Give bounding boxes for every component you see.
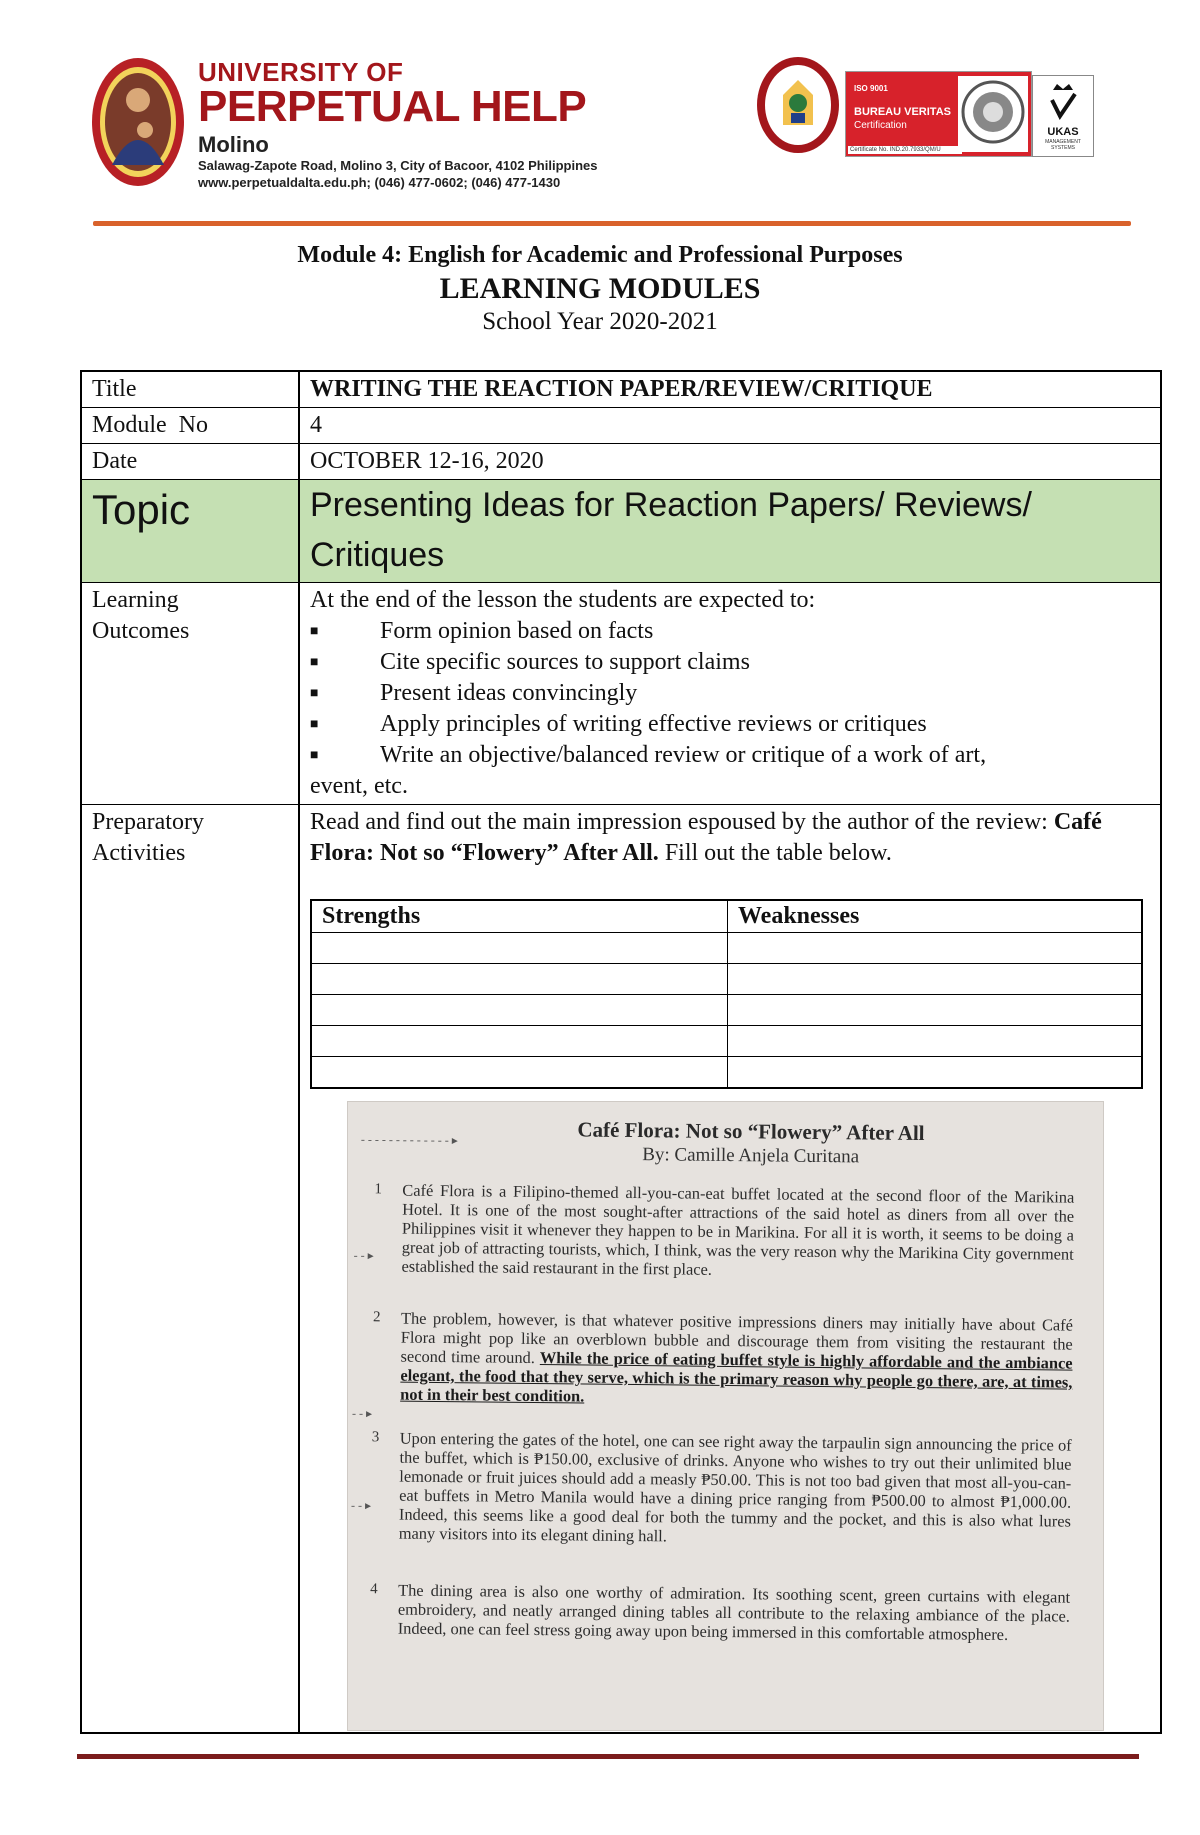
preparatory-label-line2: Activities — [92, 840, 186, 866]
table-row — [311, 995, 1142, 1026]
module-title: Module 4: English for Academic and Professional Purposes — [297, 242, 903, 268]
list-item — [310, 616, 1150, 647]
strengths-weaknesses-table — [310, 899, 1143, 1089]
senior-high-school-seal-icon — [755, 55, 841, 155]
university-line1: UNIVERSITY OF — [198, 57, 404, 87]
preparatory-instructions — [310, 807, 1150, 869]
bullet-icon: ■ — [310, 748, 319, 763]
outcome-text: Write an objective/balanced review or critique of a work of art, — [380, 742, 987, 768]
preparatory-label-line1: Preparatory — [92, 809, 204, 835]
strength-cell[interactable] — [311, 1026, 728, 1057]
paragraph-text: The dining area is also one worthy of admiration. Its soothing scent, green curtains with elegant embroidery, and neatly arranged dining tables all contribute to the relaxing ambiance of the place. Indeed, one can feel stress going away upon being immersed in this comfortable atmosphere. — [397, 1580, 1071, 1644]
instructions-text: Read and find out the main impression espoused by the author of the review: — [310, 809, 1048, 835]
university-line2: PERPETUAL HELP — [198, 82, 587, 131]
topic-row — [82, 479, 1160, 582]
table-header-row — [311, 900, 1142, 933]
learning-modules-heading: LEARNING MODULES — [439, 272, 761, 305]
outcomes-tail: event, etc. — [310, 773, 408, 799]
bureau-veritas-label: BUREAU VERITAS — [854, 106, 951, 118]
strength-cell[interactable] — [311, 964, 728, 995]
university-seal-icon — [90, 55, 186, 190]
paragraph-text: Café Flora is a Filipino-themed all-you-can-eat buffet located at the second floor of the Marikina Hotel. It is one of the most sought-after attractions of the said hotel as diners from all over the Philippines visit it whenever they happen to be in Marikina. For all it is worth, it seems to be doing a great job of attracting tourists, which, I think, was the very reason why the Marikina City government established the said restaurant in the first place. — [401, 1180, 1075, 1279]
preparatory-activities-label — [82, 805, 300, 1732]
table-row — [311, 1026, 1142, 1057]
weakness-cell[interactable] — [728, 1057, 1143, 1089]
outcome-text: Apply principles of writing effective reviews or critiques — [380, 711, 927, 737]
arrow-icon: - - ▸ — [351, 1406, 373, 1421]
outcome-text: Cite specific sources to support claims — [380, 649, 750, 675]
weakness-cell[interactable] — [728, 933, 1143, 964]
paragraph-number: 2 — [372, 1309, 381, 1326]
arrow-icon: - - ▸ — [353, 1248, 374, 1263]
bullet-icon: ■ — [310, 624, 319, 639]
university-name-block — [198, 59, 597, 191]
learning-outcomes-row — [82, 582, 1160, 804]
learning-outcomes-label-line2: Outcomes — [92, 618, 190, 644]
learning-outcomes-content — [300, 583, 1160, 804]
bullet-icon: ■ — [310, 655, 319, 670]
certification-label: Certification — [854, 120, 907, 131]
paragraph-text-underlined: While the price of eating buffet style is highly affordable and the ambiance elegant, the food that they serve, which is the primary reason why people go there, are, at times, not in their best condition. — [400, 1348, 1073, 1406]
strength-cell[interactable] — [311, 1057, 728, 1089]
title-row — [82, 372, 1160, 407]
article-paragraph-4 — [370, 1580, 1071, 1644]
instructions-text-end: Fill out the table below. — [664, 840, 892, 866]
topic-label: Topic — [82, 480, 300, 582]
article-paragraph-1 — [373, 1180, 1074, 1282]
bureau-veritas-certification — [845, 71, 1032, 157]
list-item — [310, 740, 1150, 771]
paragraph-number: 3 — [371, 1429, 380, 1446]
date-row — [82, 443, 1160, 479]
article-paragraph-2 — [372, 1308, 1073, 1410]
module-number-label: Module No — [82, 408, 300, 443]
ukas-label: UKAS — [1047, 126, 1079, 138]
iso-label: ISO 9001 — [854, 84, 888, 93]
ukas-certification — [1032, 75, 1094, 157]
paragraph-text: Upon entering the gates of the hotel, one can see right away the tarpaulin sign announcing the price of the buffet, which is ₱150.00, exclusive of drinks. Anyone who wishes to try out their unlimited blue lemonade or fruit juices should add a measly ₱50.00. This is not too bad given that most all-you-can-eat buffets in Metro Manila would have a dining price ranging from ₱500.00 to almost ₱1,000.00. Indeed, this seems like a good deal for both the tummy and the pocket, and this is also what lures many visitors into its elegant dining hall. — [398, 1428, 1072, 1546]
article-author: By: Camille Anjela Curitana — [642, 1144, 860, 1168]
paragraph-number: 1 — [374, 1181, 382, 1198]
certificate-number: Certificate No. IND.20.7933/QM/U — [848, 146, 962, 154]
strengths-header: Strengths — [311, 900, 728, 933]
topic-value: Presenting Ideas for Reaction Papers/ Reviews/ Critiques — [310, 486, 1032, 574]
article-paragraph-3 — [371, 1428, 1072, 1549]
module-number-value: 4 — [310, 412, 322, 438]
ukas-sublabel: MANAGEMENT SYSTEMS — [1045, 139, 1081, 151]
letterhead — [90, 55, 1120, 205]
preparatory-activities-row — [82, 804, 1160, 1732]
school-year: School Year 2020-2021 — [482, 308, 718, 335]
bullet-icon: ■ — [310, 717, 319, 732]
weakness-cell[interactable] — [728, 995, 1143, 1026]
list-item — [310, 678, 1150, 709]
arrow-icon: - - ▸ — [350, 1498, 372, 1513]
weakness-cell[interactable] — [728, 1026, 1143, 1057]
title-label: Title — [82, 372, 300, 407]
list-item — [310, 647, 1150, 678]
bureau-veritas-seal-icon — [958, 76, 1028, 152]
article-title: Café Flora: Not so “Flowery” After All — [577, 1117, 925, 1146]
date-value: OCTOBER 12-16, 2020 — [310, 448, 544, 474]
outcomes-intro: At the end of the lesson the students are expected to: — [310, 587, 816, 613]
strength-cell[interactable] — [311, 933, 728, 964]
university-contact: www.perpetualdalta.edu.ph; (046) 477-0602; (046) 477-1430 — [198, 175, 561, 190]
outcome-text: Form opinion based on facts — [380, 618, 654, 644]
table-row — [311, 1057, 1142, 1089]
article-photo — [347, 1101, 1104, 1731]
arrow-icon: - - - - - - - - - - - - - ▸ — [360, 1132, 458, 1148]
module-info-table — [80, 370, 1162, 1734]
bullet-icon: ■ — [310, 686, 319, 701]
preparatory-activities-content — [300, 805, 1160, 1732]
campus-name: Molino — [198, 132, 269, 157]
university-address: Salawag-Zapote Road, Molino 3, City of Bacoor, 4102 Philippines — [198, 158, 598, 173]
table-row — [311, 933, 1142, 964]
module-number-row — [82, 407, 1160, 443]
paragraph-text-plain: The problem, however, is that whatever positive impressions diners may initially have about Café Flora might pop like an overblown bubble and discourage them from visiting the restaurant the second time around. — [400, 1308, 1074, 1368]
article-page — [347, 1101, 1104, 1731]
strength-cell[interactable] — [311, 995, 728, 1026]
review-title-reference: Café Flora: Not so “Flowery” After All. — [310, 809, 1102, 866]
weaknesses-header: Weaknesses — [728, 900, 1143, 933]
outcome-text: Present ideas convincingly — [380, 680, 638, 706]
paragraph-number: 4 — [370, 1581, 378, 1598]
table-row — [311, 964, 1142, 995]
footer-divider — [77, 1754, 1139, 1759]
paragraph-text — [400, 1309, 1073, 1411]
crown-tick-icon — [1049, 82, 1077, 122]
learning-outcomes-label-line1: Learning — [92, 587, 179, 613]
header-divider — [93, 221, 1131, 226]
list-item — [310, 709, 1150, 740]
learning-outcomes-label — [82, 583, 300, 804]
title-value: WRITING THE REACTION PAPER/REVIEW/CRITIQUE — [310, 376, 933, 402]
date-label: Date — [82, 444, 300, 479]
weakness-cell[interactable] — [728, 964, 1143, 995]
